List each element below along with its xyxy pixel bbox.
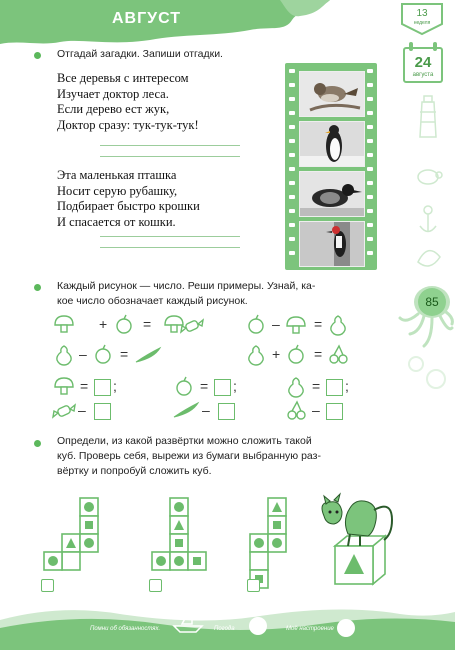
answer-box[interactable] xyxy=(218,403,235,420)
footer-weather: Погода xyxy=(214,626,235,632)
answer-box[interactable] xyxy=(94,403,111,420)
equals-sign: = xyxy=(80,378,89,394)
task-bullet xyxy=(34,52,41,59)
answer-line[interactable] xyxy=(100,156,240,157)
minus-sign: – xyxy=(272,316,280,332)
woodpecker-image xyxy=(299,221,365,267)
candy-icon xyxy=(53,405,75,417)
answer-checkbox[interactable] xyxy=(149,579,162,592)
answer-checkbox[interactable] xyxy=(41,579,54,592)
calendar-ring xyxy=(433,42,437,51)
semicolon: ; xyxy=(233,378,237,394)
apple-icon xyxy=(117,315,131,333)
margin-decorations xyxy=(408,92,448,292)
apple-icon xyxy=(177,377,191,395)
mushroom-icon xyxy=(55,378,73,394)
apple-icon xyxy=(289,345,303,363)
answer-line[interactable] xyxy=(100,236,240,237)
mushroom-icon xyxy=(287,317,305,333)
riddle-line: И спасается от кошки. xyxy=(57,214,176,229)
semicolon: ; xyxy=(345,378,349,394)
mushroom-icon xyxy=(55,316,73,332)
anchor-icon xyxy=(420,206,436,232)
plus-sign: + xyxy=(99,316,108,332)
footer-wave xyxy=(0,596,455,650)
leaf-icon xyxy=(418,251,440,266)
candy-icon xyxy=(181,320,203,332)
footer-duties: Помни об обязанностях. xyxy=(90,626,161,632)
cucumber-icon xyxy=(174,403,198,417)
plus-sign: + xyxy=(272,346,281,362)
mushroom-icon xyxy=(165,316,183,332)
answer-line[interactable] xyxy=(100,247,240,248)
minus-sign: – xyxy=(202,402,210,418)
riddle-line: Изучает доктор леса. xyxy=(57,86,169,101)
answer-checkbox[interactable] xyxy=(247,579,260,592)
apple-icon xyxy=(249,315,263,333)
pear-icon xyxy=(57,346,71,365)
week-number: 13 xyxy=(416,8,428,19)
riddle-line: Носит серую рубашку, xyxy=(57,183,178,198)
riddle-1 xyxy=(57,71,199,133)
cherry-icon xyxy=(330,346,347,363)
pear-icon xyxy=(331,316,345,335)
equals-sign: = xyxy=(314,316,323,332)
answer-box[interactable] xyxy=(94,379,111,396)
task-bullet xyxy=(34,284,41,291)
month-title: АВГУСТ xyxy=(112,10,182,27)
page-number: 85 xyxy=(418,288,446,316)
pear-icon xyxy=(249,346,263,365)
crow-image xyxy=(299,171,365,217)
pear-icon xyxy=(289,378,303,397)
sparrow-image xyxy=(299,71,365,117)
task-bullet xyxy=(34,440,41,447)
calendar-ring xyxy=(409,42,413,51)
task1-instruction: Отгадай загадки. Запиши отгадки. xyxy=(57,48,223,60)
answer-box[interactable] xyxy=(326,403,343,420)
semicolon: ; xyxy=(113,378,117,394)
film-strip xyxy=(285,63,377,270)
riddle-line: Все деревья с интересом xyxy=(57,71,189,85)
riddle-line: Эта маленькая пташка xyxy=(57,168,177,182)
task2-instruction: Каждый рисунок — число. Реши примеры. Узнай, ка- кое число обозначает каждый рисунок. xyxy=(57,280,316,307)
day-number: 24 xyxy=(414,54,432,71)
apple-icon xyxy=(96,345,110,363)
answer-box[interactable] xyxy=(214,379,231,396)
equals-sign: = xyxy=(200,378,209,394)
riddle-line: Если дерево ест жук, xyxy=(57,102,170,116)
footer-mood: Моё настроение xyxy=(286,626,334,632)
minus-sign: – xyxy=(312,402,320,418)
week-label: неделя xyxy=(413,20,431,26)
penguin-image xyxy=(299,121,365,167)
answer-line[interactable] xyxy=(100,145,240,146)
turtle-icon xyxy=(418,170,442,184)
lighthouse-icon xyxy=(420,96,436,137)
equals-sign: = xyxy=(314,346,323,362)
day-label: августа xyxy=(412,72,434,78)
cherry-icon xyxy=(288,402,305,419)
equals-sign: = xyxy=(312,378,321,394)
riddle-line: Доктор сразу: тук-тук-тук! xyxy=(57,117,199,132)
equals-sign: = xyxy=(143,316,152,332)
equals-sign: = xyxy=(120,346,129,362)
minus-sign: – xyxy=(78,402,86,418)
cube-nets xyxy=(0,490,455,600)
riddle-2 xyxy=(57,168,200,230)
minus-sign: – xyxy=(79,346,87,362)
task3-instruction: Определи, из какой развёртки можно сложить такой куб. Проверь себя, вырежи из бумаги выбранную раз- вёртку и попробуй сложить куб. xyxy=(57,435,321,477)
cucumber-icon xyxy=(136,348,160,362)
riddle-line: Подбирает быстро крошки xyxy=(57,199,200,213)
answer-box[interactable] xyxy=(326,379,343,396)
